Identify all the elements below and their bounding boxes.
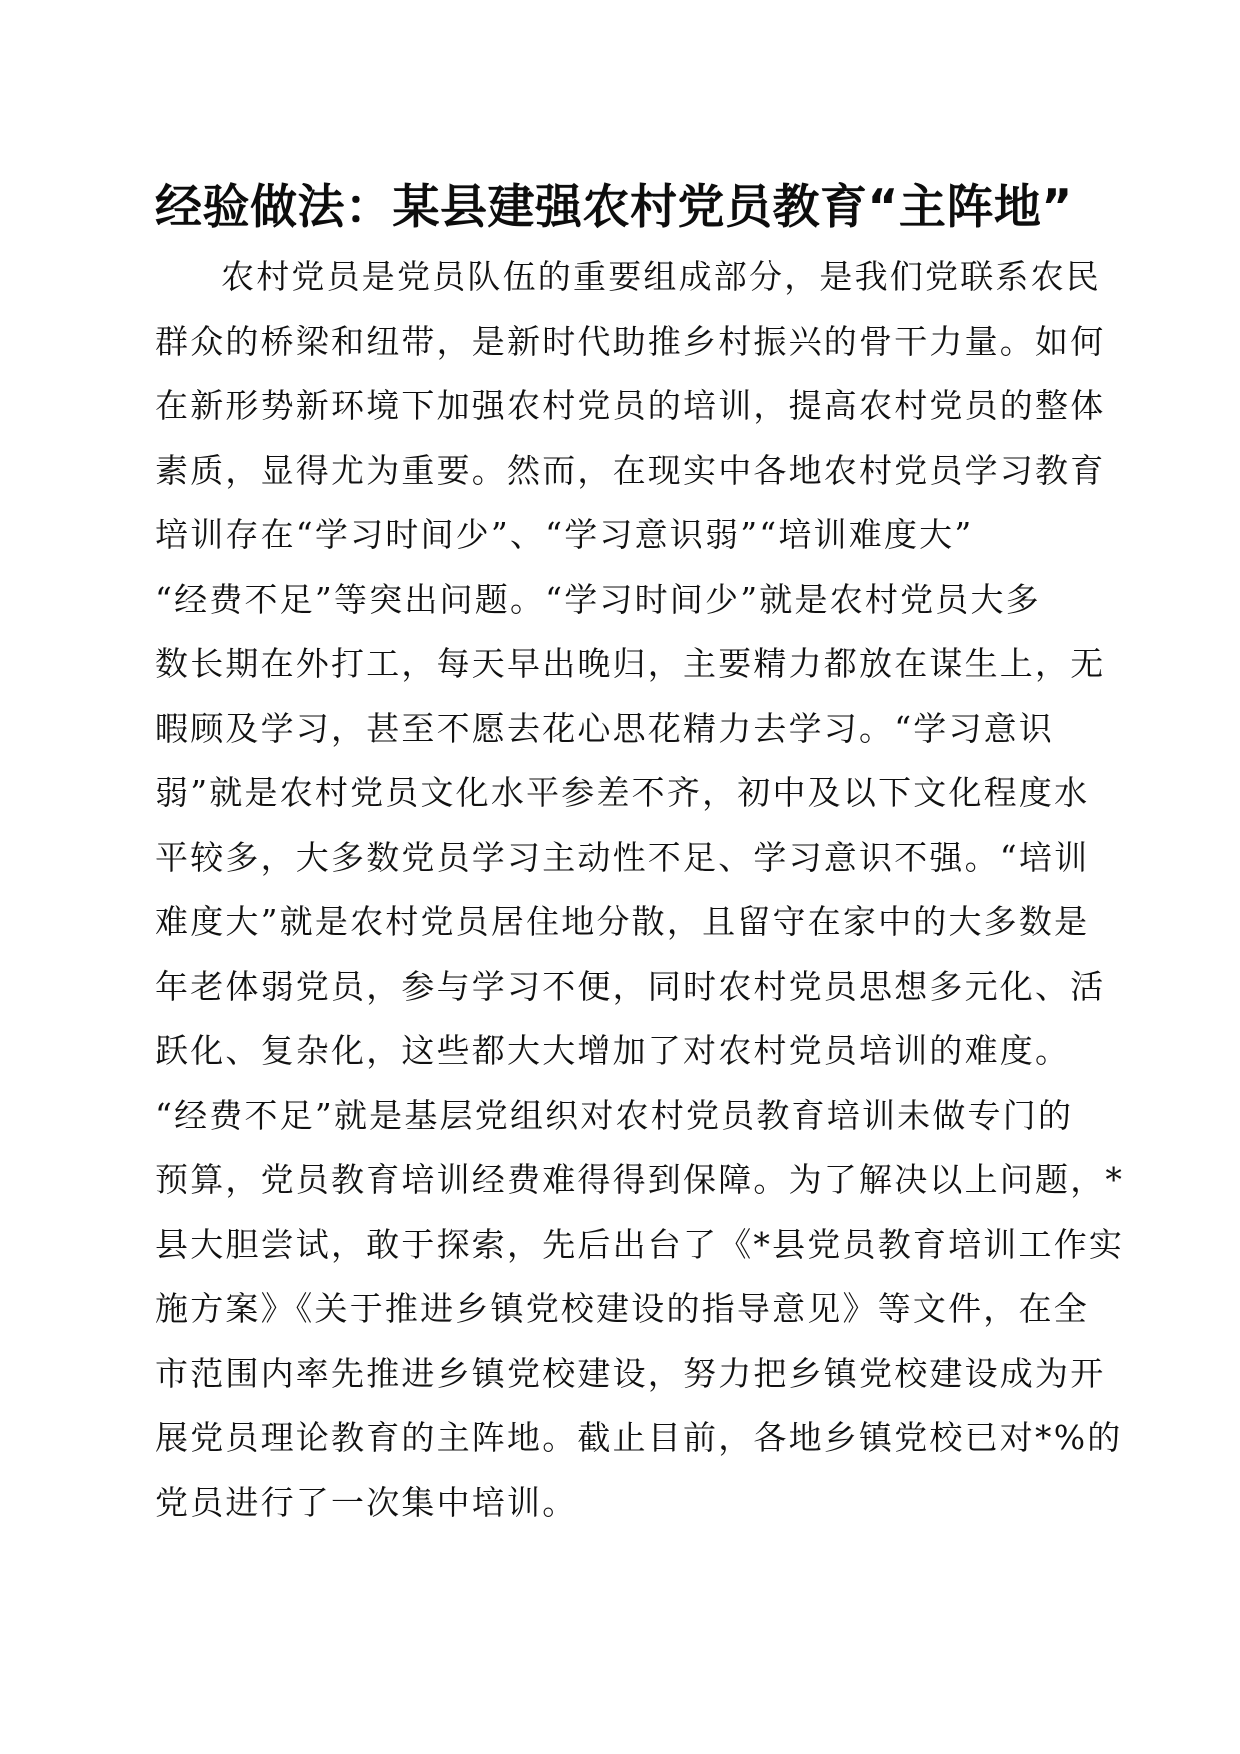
paragraph-line: 施方案》《关于推进乡镇党校建设的指导意见》等文件，在全 xyxy=(155,1289,1089,1328)
paragraph-line: 培训存在“学习时间少”、“学习意识弱”“培训难度大” xyxy=(155,515,974,554)
paragraph-line: 市范围内率先推进乡镇党校建设，努力把乡镇党校建设成为开 xyxy=(155,1353,1106,1393)
paragraph-line: 数长期在外打工，每天早出晚归，主要精力都放在谋生上，无 xyxy=(155,644,1106,683)
paragraph-line: “经费不足”等突出问题。“学习时间少”就是农村党员大多 xyxy=(155,579,1041,619)
paragraph-line: 党员进行了一次集中培训。 xyxy=(155,1482,578,1522)
document-title: 经验做法：某县建强农村党员教育“主阵地” xyxy=(155,180,1073,235)
body-paragraph xyxy=(155,245,1125,1535)
paragraph-line: 展党员理论教育的主阵地。截止目前，各地乡镇党校已对*%的 xyxy=(155,1418,1123,1457)
paragraph-line: 弱”就是农村党员文化水平参差不齐，初中及以下文化程度水 xyxy=(155,773,1090,812)
paragraph-line: 群众的桥梁和纽带，是新时代助推乡村振兴的骨干力量。如何 xyxy=(155,321,1106,361)
paragraph-line: 在新形势新环境下加强农村党员的培训，提高农村党员的整体 xyxy=(155,386,1106,425)
paragraph-line: “经费不足”就是基层党组织对农村党员教育培训未做专门的 xyxy=(155,1095,1074,1135)
paragraph-line: 平较多，大多数党员学习主动性不足、学习意识不强。“培训 xyxy=(155,837,1090,877)
paragraph-line: 素质，显得尤为重要。然而，在现实中各地农村党员学习教育 xyxy=(155,450,1106,490)
paragraph-line: 县大胆尝试，敢于探索，先后出台了《*县党员教育培训工作实 xyxy=(155,1224,1125,1264)
paragraph-line: 农村党员是党员队伍的重要组成部分，是我们党联系农民 xyxy=(221,257,1101,296)
paragraph-line: 年老体弱党员，参与学习不便，同时农村党员思想多元化、活 xyxy=(155,966,1106,1006)
paragraph-line: 暇顾及学习，甚至不愿去花心思花精力去学习。“学习意识 xyxy=(155,708,1055,748)
paragraph-line: 跃化、复杂化，这些都大大增加了对农村党员培训的难度。 xyxy=(155,1031,1071,1070)
paragraph-line: 预算，党员教育培训经费难得得到保障。为了解决以上问题，* xyxy=(155,1160,1125,1199)
paragraph-line: 难度大”就是农村党员居住地分散，且留守在家中的大多数是 xyxy=(155,902,1090,941)
